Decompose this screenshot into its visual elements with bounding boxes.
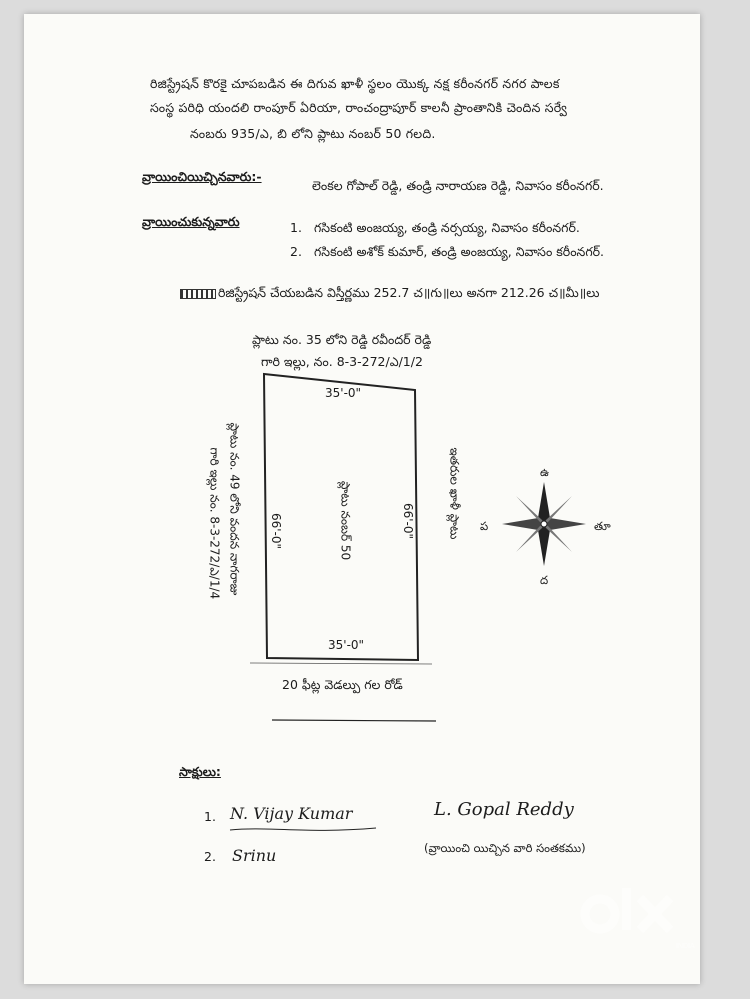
compass-north: ఉ xyxy=(540,465,550,479)
dimension-south: 35'-0" xyxy=(328,638,365,652)
dimension-east: 66'-0" xyxy=(401,502,416,540)
plot-number-label: ప్లాటు నంబర్ 50 xyxy=(338,480,353,561)
seller-signature: L. Gopal Reddy xyxy=(434,799,574,820)
witness-1-signature: N. Vijay Kumar xyxy=(230,804,353,823)
area-statement: రిజిస్ట్రేషన్ చేయబడిన విస్తీర్ణము 252.7 చ॥గు॥లు అనగా 212.26 చ॥మీ॥లు xyxy=(218,285,600,300)
witnesses-label: సాక్షులు: xyxy=(179,764,221,779)
compass-east: తూ xyxy=(594,519,611,533)
north-boundary-line-1: ప్లాటు నం. 35 లోని రెడ్డి రవీందర్ రెడ్డి xyxy=(252,332,432,347)
road-label: 20 ఫీట్ల వెడల్పు గల రోడ్ xyxy=(282,677,403,692)
witness-1-underline xyxy=(228,824,378,836)
dimension-north: 35'-0" xyxy=(325,386,362,400)
buyer-2-details: గసికంటి అశోక్ కుమార్, తండ్రి అంజయ్య, నివాసం కరీంనగర్. xyxy=(314,244,604,259)
seller-details: లెంకల గోపాల్ రెడ్డి, తండ్రి నారాయణ రెడ్డి, నివాసం కరీంనగర్. xyxy=(312,178,604,193)
witness-1-number: 1. xyxy=(204,809,216,824)
witness-2-signature: Srinu xyxy=(232,846,277,865)
buyer-label: వ్రాయించుకున్నవారు xyxy=(142,214,240,229)
seller-label: వ్రాయించియిచ్చినవారు:- xyxy=(142,169,262,184)
intro-line-3: నంబరు 935/ఎ, బి లోని ప్లాటు నంబర్ 50 గలది. xyxy=(190,126,436,141)
west-boundary-line-2: గారి ఇల్లు నం. 8-3-272/ఎ/1/4 xyxy=(207,447,222,600)
buyer-2-number: 2. xyxy=(290,244,302,259)
north-boundary-line-2: గారి ఇల్లు, నం. 8-3-272/ఎ/1/2 xyxy=(261,354,423,369)
seller-signature-caption: (వ్రాయించి యిచ్చిన వారి సంతకము) xyxy=(424,841,586,855)
buyer-1-details: గసికంటి అంజయ్య, తండ్రి నర్సయ్య, నివాసం కరీంనగర్. xyxy=(314,220,580,235)
east-boundary-label: ఇతరుల ఖాళీ ప్లాటు xyxy=(447,447,462,540)
buyer-1-number: 1. xyxy=(290,220,302,235)
intro-line-2: సంస్థ పరిధి యందలి రాంపూర్ ఏరియా, రాంచంద్రాపూర్ కాలనీ ప్రాంతానికి చెందిన సర్వే xyxy=(150,100,568,115)
intro-line-1: రిజిస్ట్రేషన్ కొరకై చూపబడిన ఈ దిగువ ఖాళీ స్థలం యొక్క నక్ష కరీంనగర్ నగర పాలక xyxy=(150,76,560,91)
dimension-west: 66'-0" xyxy=(269,512,284,550)
svg-text:INDIA: INDIA xyxy=(676,943,695,950)
compass-icon xyxy=(494,474,594,574)
compass-west: ప xyxy=(480,519,489,533)
compass-south: ద xyxy=(540,573,549,587)
plot-diagram xyxy=(24,14,700,984)
witness-2-number: 2. xyxy=(204,849,216,864)
document-page xyxy=(24,14,700,984)
west-boundary-line-1: ప్లాటు నం. 49 లోని వందన నాగరాజు xyxy=(227,422,242,596)
olx-watermark-logo xyxy=(578,880,700,964)
